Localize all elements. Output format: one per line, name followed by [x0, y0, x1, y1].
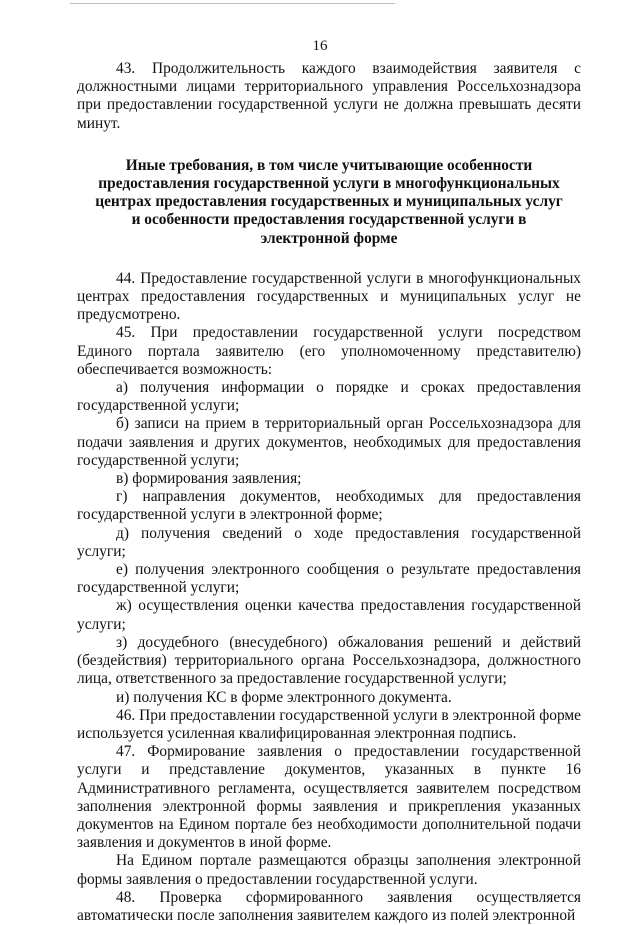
page-number: 16 — [312, 38, 328, 54]
top-edge-line — [70, 3, 395, 4]
paragraph-43: 43. Продолжительность каждого взаимодействия заявителя с должностными лицами территориального управления Россельхознадзора при предоставлении государственной услуги не должна превышать десяти минут. — [77, 60, 581, 132]
list-item-zh: ж) осуществления оценки качества предоставления государственной услуги; — [77, 597, 581, 633]
paragraph-46: 46. При предоставлении государственной услуги в электронной форме используется усиленная квалифицированная электронная подпись. — [77, 706, 581, 742]
list-item-i: и) получения КС в форме электронного документа. — [116, 688, 452, 706]
list-item-g: г) направления документов, необходимых для предоставления государственной услуги в электронной форме; — [77, 488, 581, 524]
paragraph-47-portal-samples: На Едином портале размещаются образцы заполнения электронной формы заявления о предоставлении государственной услуги. — [77, 852, 581, 888]
list-item-v: в) формирования заявления; — [116, 470, 302, 488]
list-item-z: з) досудебного (внесудебного) обжалования решений и действий (бездействия) территориального органа Россельхознадзора, должностного лица, ответственного за предоставление государственной услуги; — [77, 633, 581, 688]
list-item-a: а) получения информации о порядке и сроках предоставления государственной услуги; — [77, 379, 581, 415]
paragraph-47: 47. Формирование заявления о предоставлении государственной услуги и представление документов, указанных в пункте 16 Административного регламента, осуществляется заявителем посредством заполнения электронной формы заявления и прикрепления указанных документов на Едином портале без необходимости дополнительной подачи заявления и документов в иной форме. — [77, 743, 581, 852]
section-heading: Иные требования, в том числе учитывающие особенности предоставления государственной услуги в многофункциональных центрах предоставления государственных и муниципальных услуг и особенности предоставления государственной услуги в электронной форме — [95, 156, 563, 247]
paragraph-48: 48. Проверка сформированного заявления осуществляется автоматически после заполнения заявителем каждого из полей электронной — [77, 888, 581, 924]
paragraph-45: 45. При предоставлении государственной услуги посредством Единого портала заявителю (его уполномоченному представителю) обеспечивается возможность: — [77, 324, 581, 378]
list-item-e: е) получения электронного сообщения о результате предоставления государственной услуги; — [77, 561, 581, 597]
paragraph-44: 44. Предоставление государственной услуги в многофункциональных центрах предоставления государственных и муниципальных услуг не предусмотрено. — [77, 269, 581, 324]
list-item-b: б) записи на прием в территориальный орган Россельхознадзора для подачи заявления и других документов, необходимых для предоставления государственной услуги; — [77, 415, 581, 469]
document-body — [77, 60, 581, 925]
list-item-d: д) получения сведений о ходе предоставления государственной услуги; — [77, 524, 581, 560]
